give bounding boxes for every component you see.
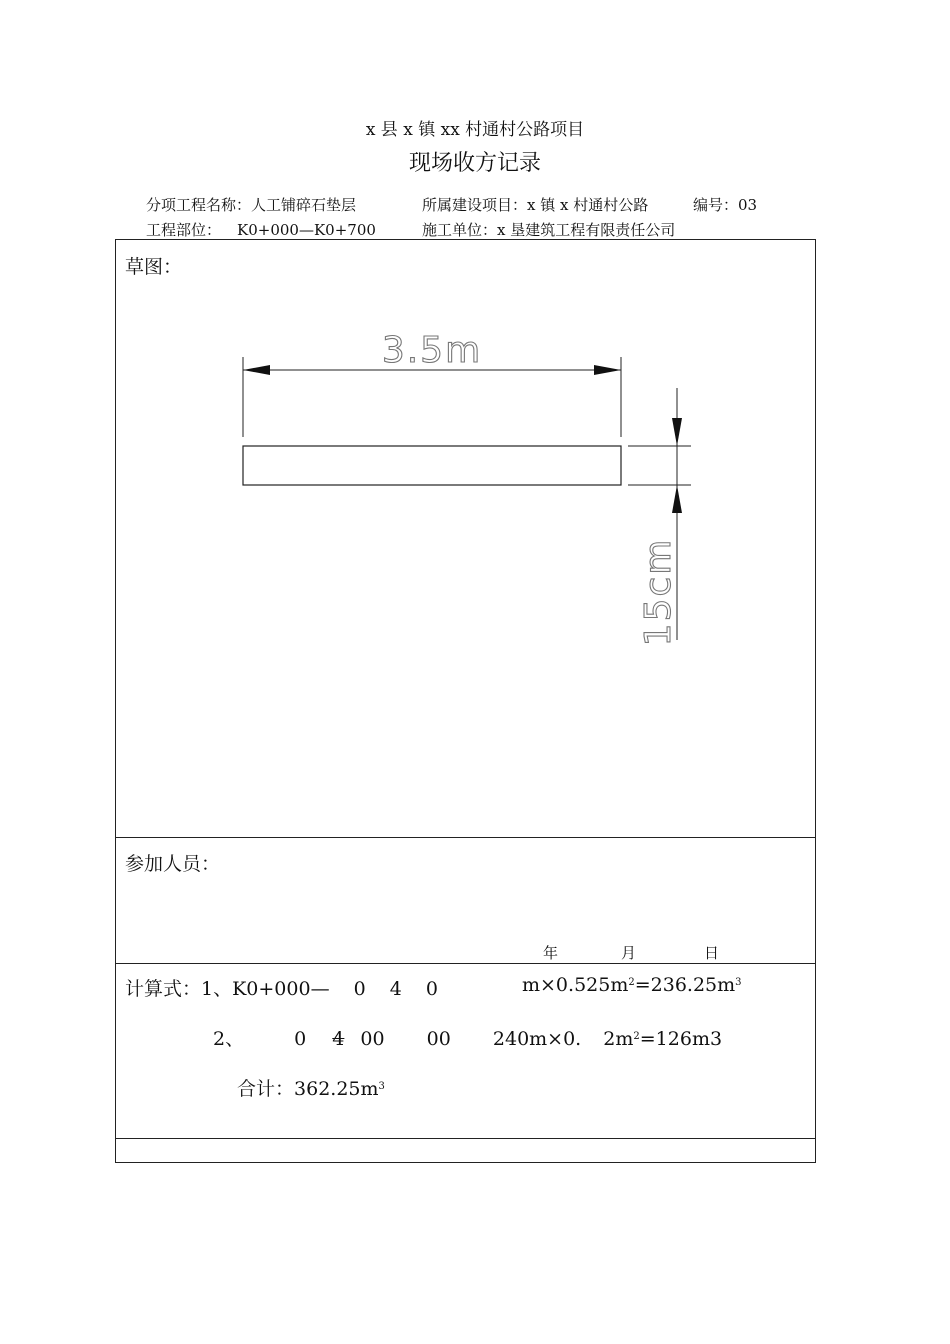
number-label: 编号： [693, 196, 739, 214]
calc-line-2-result: =126m3 [639, 1028, 723, 1050]
sub-item-field [146, 194, 356, 215]
arrow-down-icon [672, 418, 682, 446]
arrow-up-icon [672, 485, 682, 513]
calc-label: 计算式： [125, 978, 202, 1000]
calc-line-2-index: 2、 [213, 1028, 245, 1050]
width-dimension-label: 3.5m [381, 330, 483, 371]
calc-line-2-digit: 0 [294, 1028, 307, 1050]
calc-line-1 [125, 974, 438, 1001]
calc-line-1-digit: 0 [425, 978, 438, 1000]
sketch-label: 草图： [125, 256, 183, 278]
contractor-field [422, 219, 675, 240]
calc-total [237, 1074, 385, 1101]
calc-line-1-index: 1、 [201, 978, 233, 1000]
year-label: 年 [543, 944, 559, 962]
section-divider [116, 963, 815, 964]
location-field [146, 219, 376, 240]
contractor-value: x 垦建筑工程有限责任公司 [497, 221, 676, 239]
calc-line-1-digit: 0 [353, 978, 366, 1000]
calc-total-unit-sup: 3 [378, 1081, 385, 1092]
calc-line-1-area-sup: 2 [628, 977, 635, 988]
calc-line-2-digit: 00 [426, 1028, 451, 1050]
calc-line-1-result-sup: 3 [735, 977, 742, 988]
calc-line-1-formula [522, 974, 742, 996]
calc-line-1-digit: 4 [389, 978, 402, 1000]
calc-line-2-digit: 4 [332, 1028, 345, 1050]
document-title: 现场收方记录 [408, 151, 541, 176]
calc-line-2-width: 2m [603, 1028, 634, 1050]
location-value: K0+000—K0+700 [237, 221, 376, 239]
arrow-right-icon [594, 365, 621, 375]
construction-project-label: 所属建设项目： [422, 196, 528, 214]
calc-line-1-area: m×0.525m [522, 974, 629, 996]
contractor-label: 施工单位： [422, 221, 498, 239]
day-label: 日 [704, 944, 720, 962]
calc-line-1-station: K0+000— [232, 978, 330, 1000]
number-field [693, 194, 757, 215]
sketch-drawing [116, 320, 815, 740]
section-divider [116, 1138, 815, 1139]
construction-project-value: x 镇 x 村通村公路 [527, 196, 649, 214]
construction-project-field [422, 194, 648, 215]
calc-line-2-area: 240m×0. [492, 1028, 582, 1050]
sub-item-value: 人工铺碎石垫层 [251, 196, 357, 214]
record-sheet [115, 239, 816, 1163]
calc-line-2-digit: 00 [360, 1028, 385, 1050]
arrow-left-icon [243, 365, 270, 375]
section-divider [116, 837, 815, 838]
calc-total-value: 362.25m [294, 1078, 379, 1100]
calc-line-2-width-sup: 2 [633, 1031, 640, 1042]
thickness-dimension-label: 15cm [638, 537, 679, 647]
number-value: 03 [738, 196, 758, 214]
project-name: x 县 x 镇 xx 村通村公路项目 [365, 120, 585, 140]
location-label: 工程部位： [146, 221, 222, 239]
participants-label: 参加人员： [125, 853, 221, 875]
month-label: 月 [621, 944, 637, 962]
cross-section-rect [243, 446, 621, 485]
sub-item-label: 分项工程名称： [146, 196, 252, 214]
calc-line-2 [213, 1024, 722, 1051]
calc-total-label: 合计： [237, 1078, 295, 1100]
calc-line-1-result: =236.25m [634, 974, 736, 996]
